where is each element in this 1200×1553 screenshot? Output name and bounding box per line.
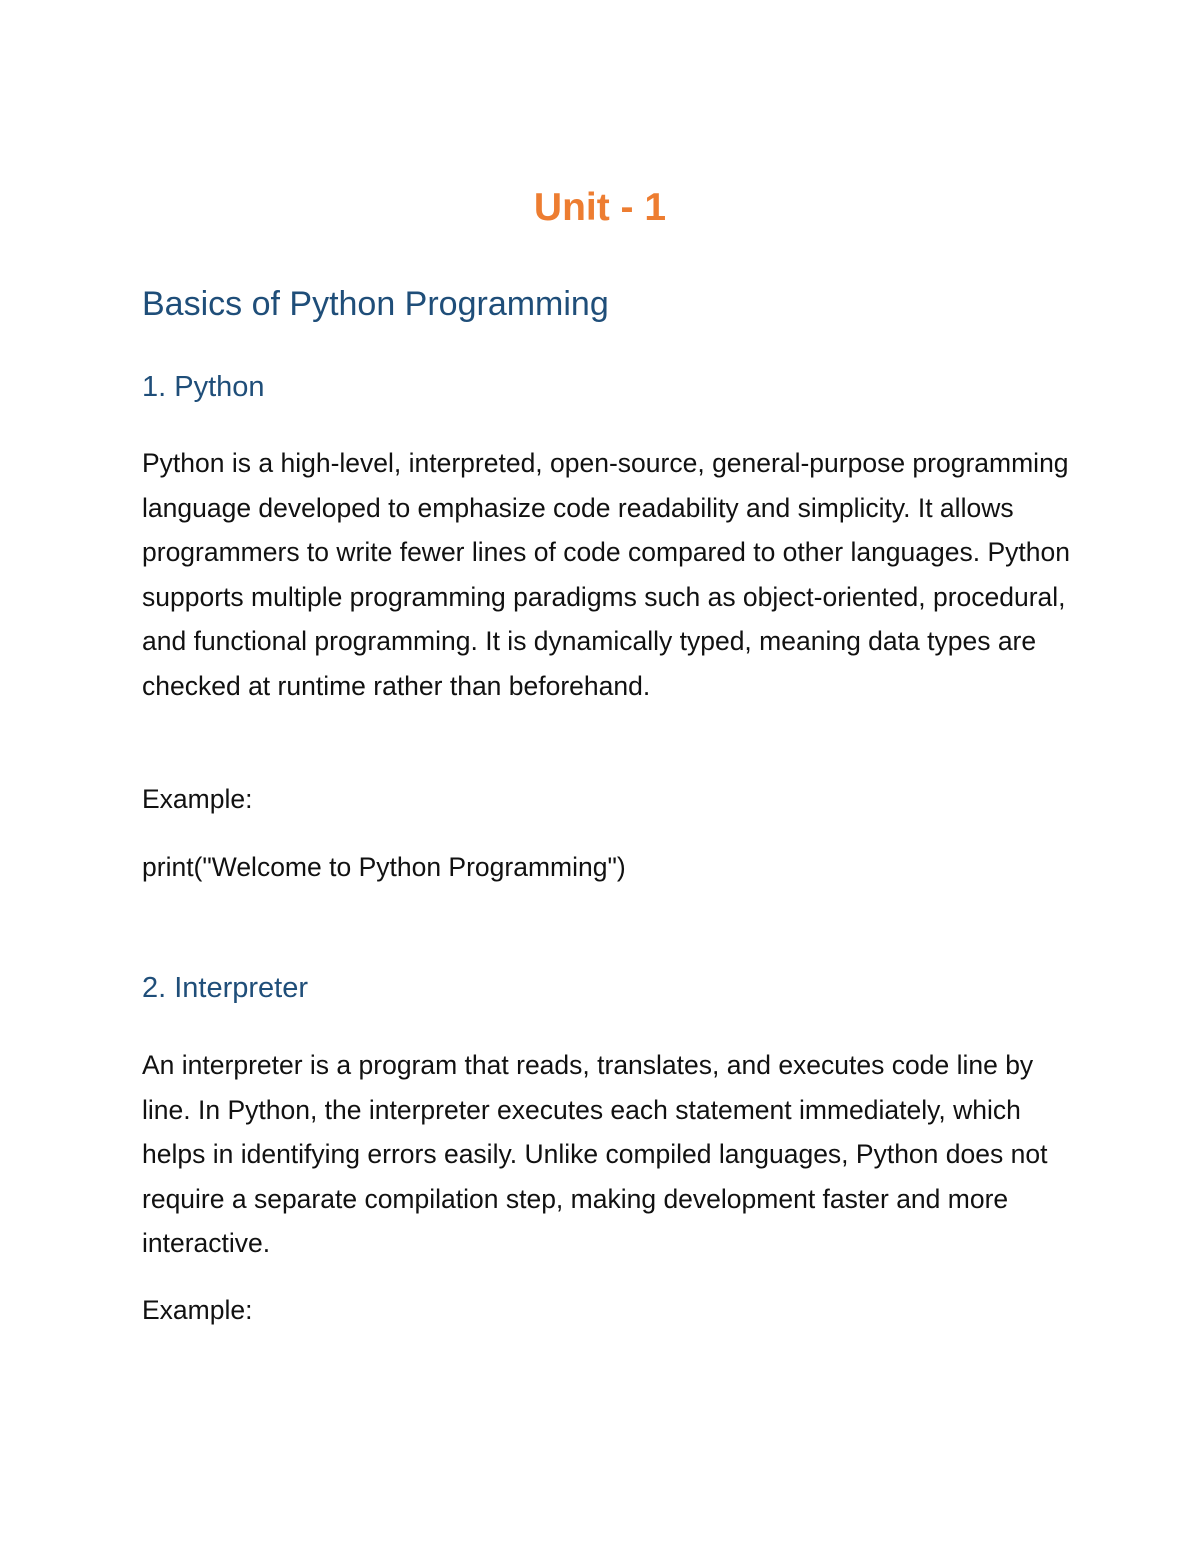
section-paragraph-python: Python is a high-level, interpreted, open-source, general-purpose programming language developed to emphasize code readability and simplicity. It allows programmers to write fewer lines of code compared to other languages. Python supports multiple programming paradigms such as object-oriented, procedural, and functional programming. It is dynamically typed, meaning data types are checked at runtime rather than beforehand. [142,448,1070,701]
example-label-interpreter: Example: [142,1295,253,1325]
example-label-python: Example: [142,784,253,814]
section-heading-python: 1. Python [142,371,265,403]
example-code-python: print("Welcome to Python Programming") [142,852,626,882]
unit-title: Unit - 1 [533,186,667,229]
section-heading-interpreter: 2. Interpreter [142,972,309,1004]
subject-title: Basics of Python Programming [142,285,609,323]
section-paragraph-interpreter: An interpreter is a program that reads, translates, and executes code line by line. In Python, the interpreter executes each statement immediately, which helps in identifying errors easily. Unlike compiled languages, Python does not require a separate compilation step, making development faster and more interactive. [142,1050,1048,1258]
